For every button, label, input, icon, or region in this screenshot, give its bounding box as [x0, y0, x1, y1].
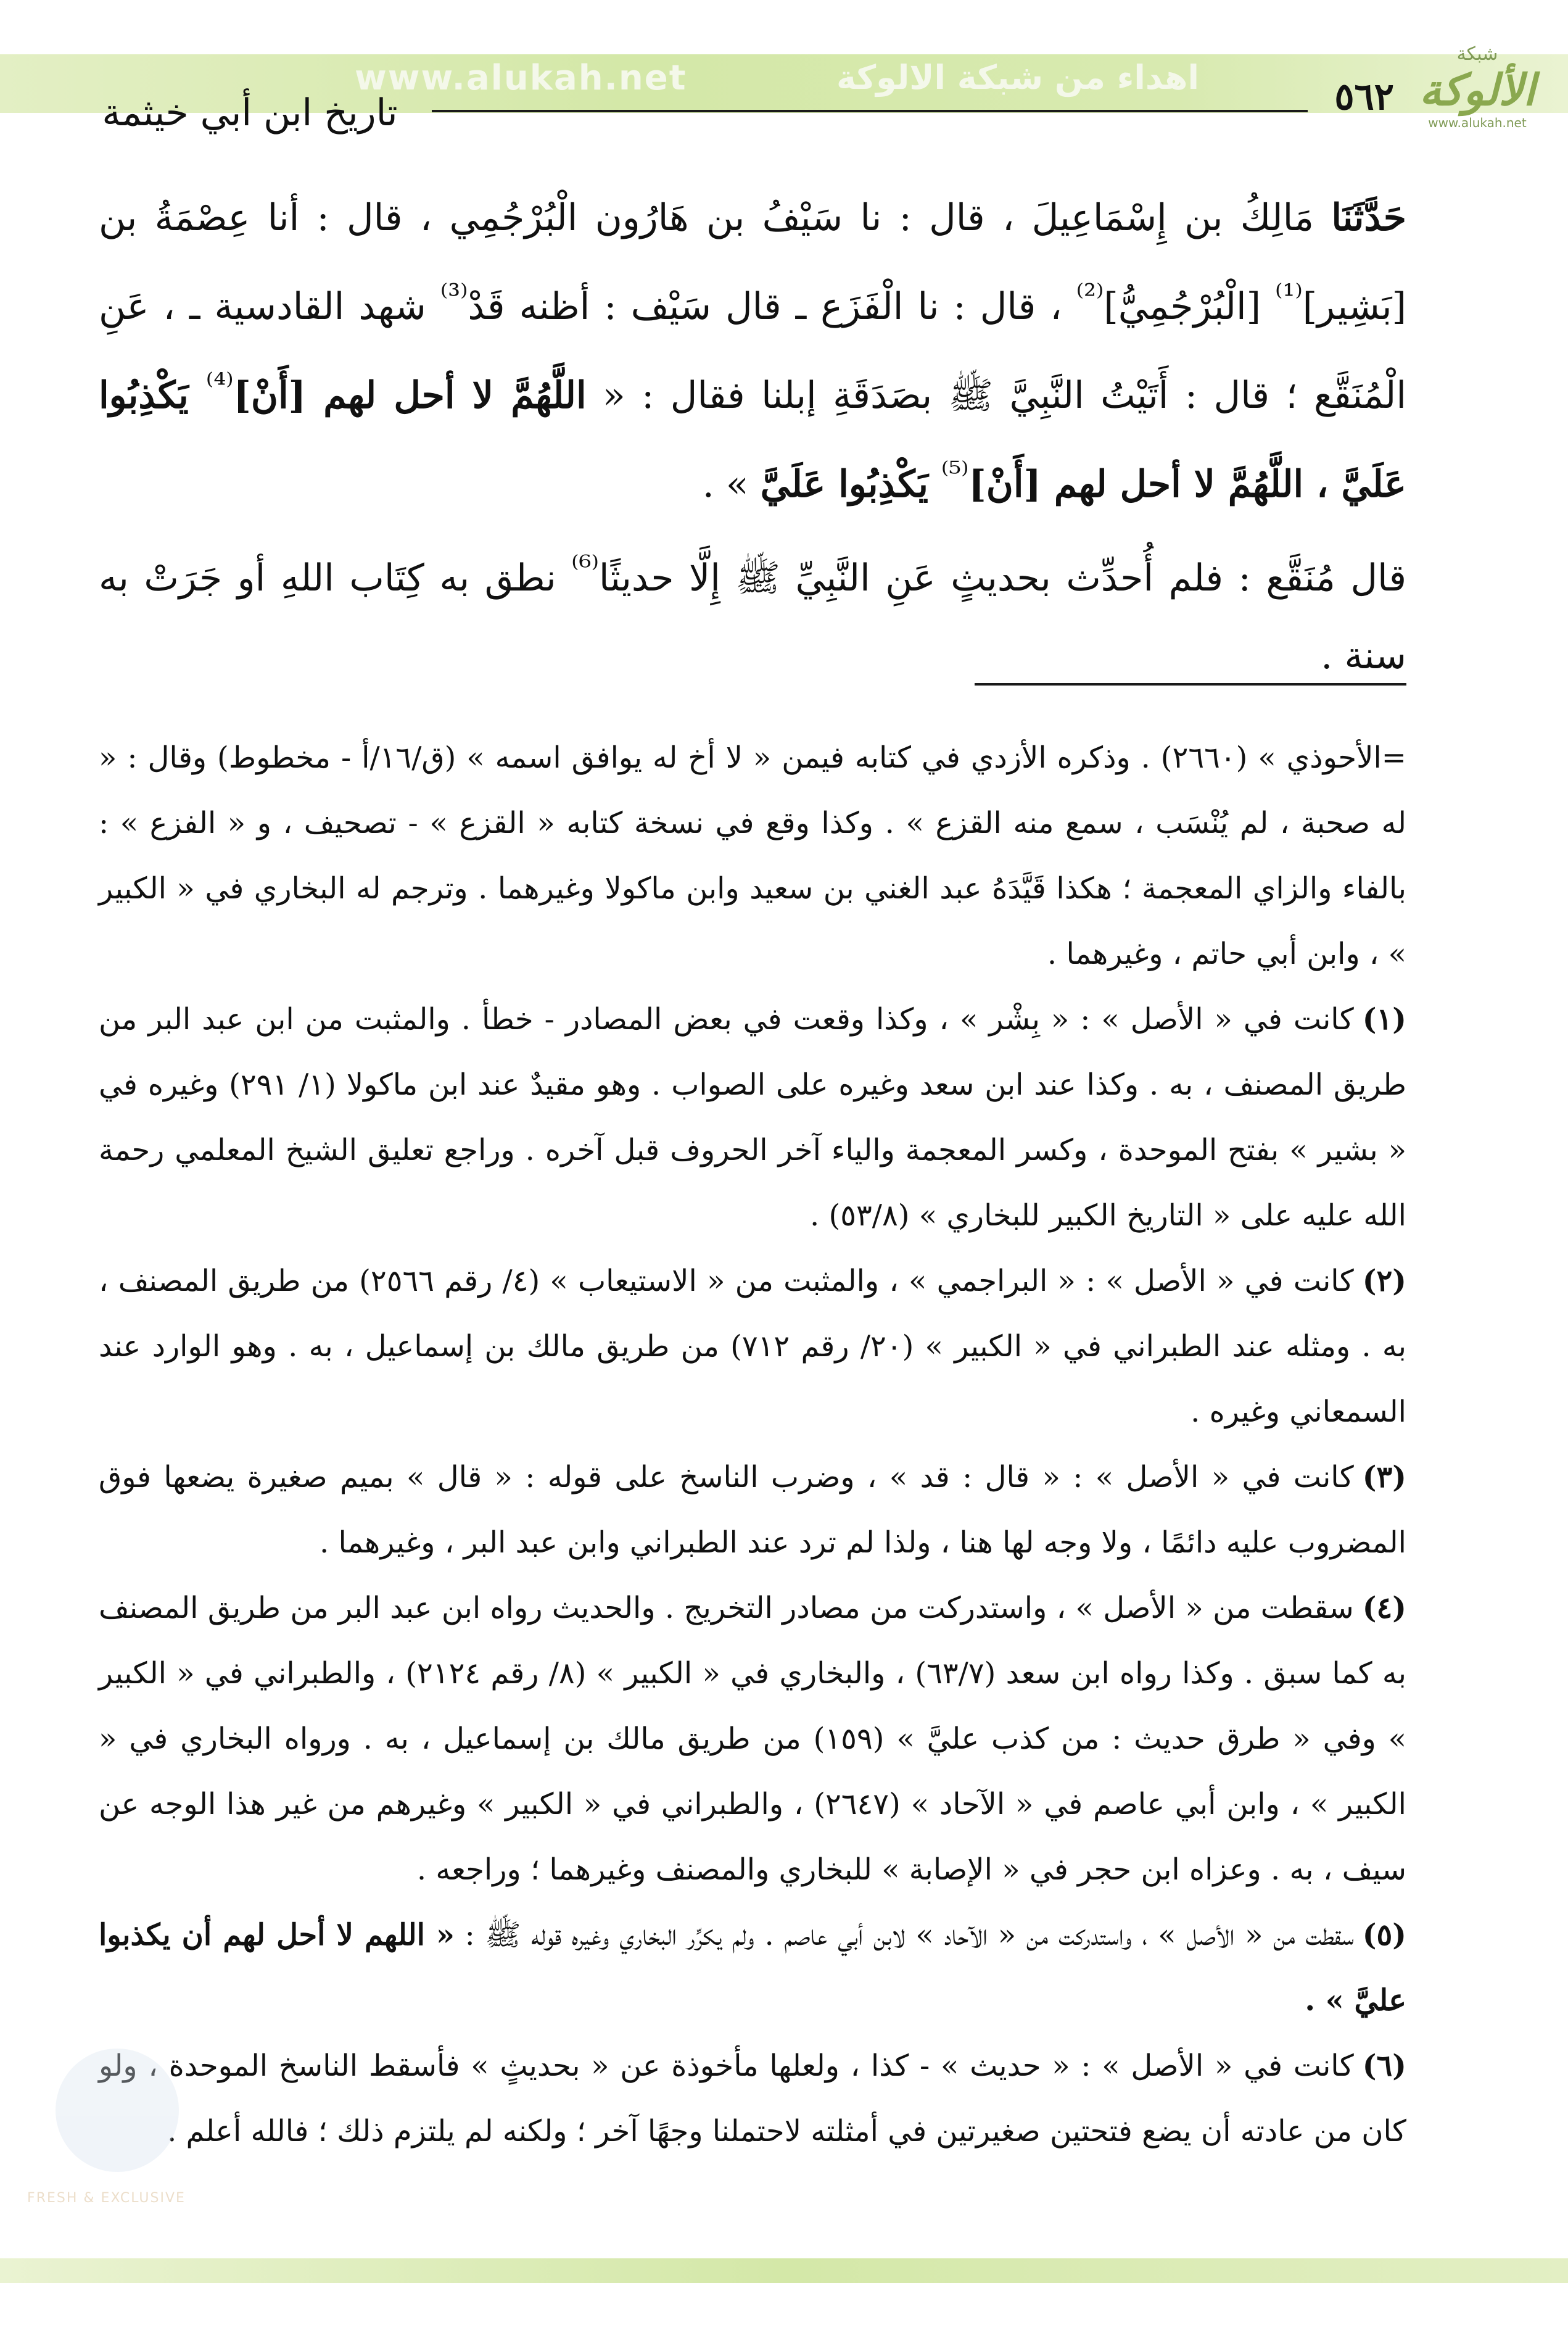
footnote-number: (٣)	[1362, 1460, 1406, 1494]
footnote-text: سقطت من « الأصل » ، واستدركت من « الآحاد » لابن أبي عاصم . ولم يكرِّر البخاري وغيره قوله ﷺ :	[455, 1918, 1354, 1952]
matn-part-3: يَكْذِبُوا عَلَيَّ	[760, 463, 941, 506]
footnote-3	[99, 1444, 1406, 1575]
stamp-text: FRESH & EXCLUSIVE	[27, 2190, 186, 2206]
stamp-circle	[56, 2049, 179, 2172]
footnote-ref-2: ⁽²⁾	[1076, 278, 1104, 313]
footnote-5	[99, 1902, 1406, 2033]
footnote-4	[99, 1575, 1406, 1902]
footnote-ref-4: ⁽⁴⁾	[205, 367, 234, 402]
side-stamp	[0, 2042, 213, 2227]
footnote-text: كانت في « الأصل » : « بِشْر » ، وكذا وقعت في بعض المصادر - خطأ . والمثبت من ابن عبد البر من طريق المصنف ، به . وكذا عند ابن سعد وغيره على الصواب . وهو مقيدٌ عند ابن ماكولا (١/ ٢٩١) وغيره في « بشير » بفتح الموحدة ، وكسر المعجمة والياء آخر الحروف قبل آخره . وراجع تعليق الشيخ المعلمي رحمة الله عليه على « التاريخ الكبير للبخاري » (٥٣/٨) .	[99, 1002, 1407, 1233]
footnote-1	[99, 987, 1406, 1248]
commentary-part-1: قال مُنَقَّع : فلم أُحدِّث بحديثٍ عَنِ النَّبِيِّ ﷺ إِلَّا حديثًا	[598, 557, 1406, 600]
footnote-2	[99, 1248, 1406, 1444]
footnote-text: كانت في « الأصل » : « حديث » - كذا ، ولعلها مأخوذة عن « بحديثٍ » فأسقط الناسخ الموحدة ، ولو كان من عادته أن يضع فتحتين صغيرتين في أمثلته لاحتملنا وجهًا آخر ؛ ولكنه لم يلتزم ذلك ؛ فالله أعلم .	[99, 2049, 1406, 2149]
footnote-ref-6: ⁽⁶⁾	[571, 549, 599, 585]
logo-top-text: شبكة	[1456, 43, 1498, 65]
commentary-part-2: نطق به كِتَاب اللهِ أو جَرَتْ به سنة .	[99, 557, 1406, 678]
footnote-text: سقطت من « الأصل » ، واستدركت من مصادر التخريج . والحديث رواه ابن عبد البر من طريق المصنف به كما سبق . وكذا رواه ابن سعد (٦٣/٧) ، والبخاري في « الكبير » (٨/ رقم ٢١٢٤) ، والطبراني في « الكبير » وفي « طرق حديث : من كذب عليَّ » (١٥٩) من طريق مالك بن إسماعيل ، به . ورواه البخاري في « الكبير » ، وابن أبي عاصم في « الآحاد » (٢٦٤٧) ، والطبراني في « الكبير » وغيرهم من غير هذا الوجه عن سيف ، به . وعزاه ابن حجر في « الإصابة » للبخاري والمصنف وغيرهما ؛ وراجعه .	[99, 1591, 1407, 1887]
footnote-text: كانت في « الأصل » : « قال : قد » ، وضرب الناسخ على قوله : « قال » بميم صغيرة يضعها فوق المضروب عليه دائمًا ، ولا وجه لها هنا ، ولذا لم ترد عند الطبراني وابن عبد البر ، وغيرهما .	[99, 1460, 1406, 1560]
watermark-title: اهداء من شبكة الالوكة	[836, 58, 1199, 97]
footnote-number: (٤)	[1362, 1591, 1406, 1625]
footnote-continuation: =الأحوذي » (٢٦٦٠) . وذكره الأزدي في كتابه فيمن « لا أخ له يوافق اسمه » (ق/١٦/أ - مخطوط) وقال : « له صحبة ، لم يُنْسَب ، سمع منه القزع » . وكذا وقع في نسخة كتابه « القزع » - تصحيف ، و « الفزع » : بالفاء والزاي المعجمة ؛ هكذا قَيَّدَهُ عبد الغني بن سعيد وابن ماكولا وغيرهما . وترجم له البخاري في « الكبير » ، وابن أبي حاتم ، وغيرهما .	[99, 740, 1407, 971]
isnad-part-2: [الْبُرْجُمِيُّ]	[1104, 285, 1276, 328]
footnote-number: (٢)	[1362, 1264, 1406, 1298]
isnad-part-3: ، قال : نا الْفَزَع ـ قال سَيْف : أظنه قَدْ	[468, 285, 1076, 328]
footnote-text: كانت في « الأصل » : « البراجمي » ، والمثبت من « الاستيعاب » (٤/ رقم ٢٥٦٦) من طريق المصنف ، به . ومثله عند الطبراني في « الكبير » (٢٠/ رقم ٧١٢) من طريق مالك بن إسماعيل ، به . وهو الوارد عند السمعاني وغيره .	[99, 1264, 1407, 1429]
page-number: ٥٦٢	[1334, 75, 1394, 118]
footnote-ref-5: ⁽⁵⁾	[941, 455, 969, 491]
matn-part-2: يَكْذِبُوا عَلَيَّ ، اللَّهُمَّ لا أحل لهم [أَنْ]	[99, 374, 1406, 506]
isnad-part-4: شهد القادسية ـ ، عَنِ الْمُنَقَّع ؛ قال : أَتَيْتُ النَّبِيَّ ﷺ بصَدَقَةِ إبلنا فقال : «	[99, 285, 1406, 417]
header-divider	[432, 110, 1308, 112]
footnote-hadith-quote: « اللهم لا أحل لهم أن يكذبوا عليَّ » .	[99, 1918, 1406, 2018]
matn-part-1: اللَّهُمَّ لا أحل لهم [أَنْ]	[233, 374, 587, 417]
footnote-number: (١)	[1362, 1002, 1406, 1037]
alukah-logo	[1394, 43, 1561, 136]
footnote-ref-3: ⁽³⁾	[440, 278, 468, 313]
hadith-opening: حَدَّثَنَا	[1331, 196, 1406, 239]
watermark-url: www.alukah.net	[355, 58, 687, 98]
bottom-watermark-band	[0, 2258, 1568, 2283]
book-title: تاريخ ابن أبي خيثمة	[102, 91, 398, 135]
footnotes	[99, 725, 1406, 2231]
commentary-paragraph	[99, 528, 1406, 695]
footnote-number: (٦)	[1362, 2049, 1406, 2083]
logo-main-text: الألوكة	[1419, 65, 1535, 115]
footnote-ref-1: ⁽¹⁾	[1275, 278, 1303, 313]
logo-url-text: www.alukah.net	[1428, 115, 1527, 130]
main-text	[99, 179, 1406, 678]
isnad-part-1: مَالِكُ بن إِسْمَاعِيلَ ، قال : نا سَيْفُ بن هَارُون الْبُرْجُمِي ، قال : أنا عِصْمَةُ بن [بَشِير]	[99, 196, 1406, 328]
footnote-number: (٥)	[1362, 1918, 1407, 1952]
footnote-6	[99, 2033, 1406, 2164]
hadith-paragraph	[99, 179, 1406, 523]
footnote-divider	[975, 683, 1406, 686]
matn-end: » .	[702, 463, 761, 506]
